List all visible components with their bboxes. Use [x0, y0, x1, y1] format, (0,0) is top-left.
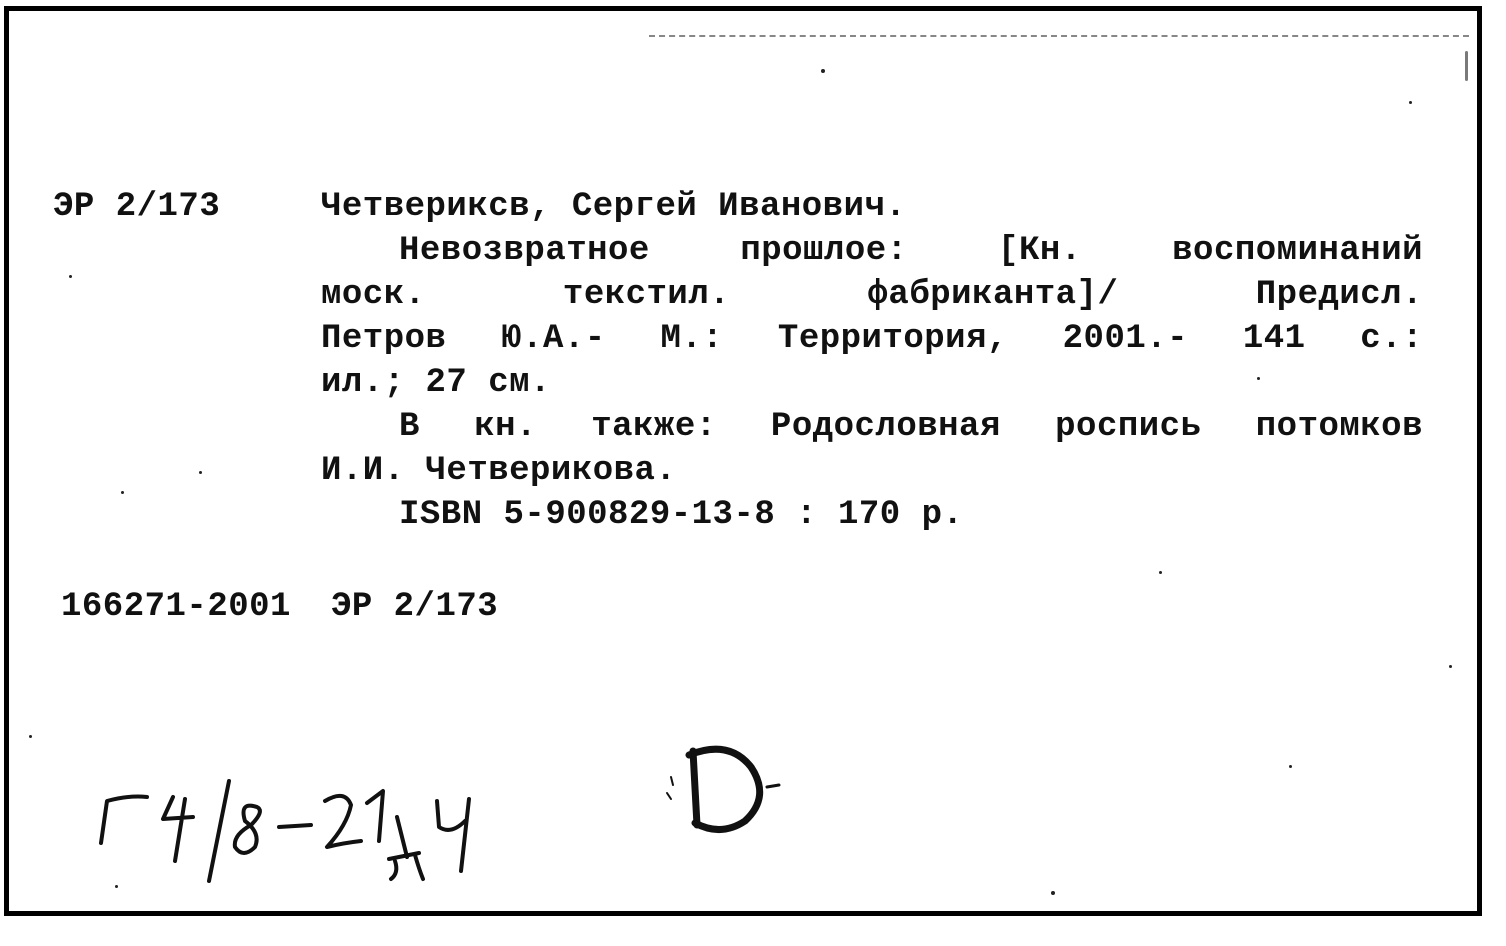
scan-speck — [1465, 51, 1468, 81]
handwritten-note — [89, 761, 549, 901]
inventory-number: 166271-2001 — [61, 588, 291, 626]
title-continuation-line: моск. текстил. фабриканта]/ Предисл. — [321, 276, 1423, 314]
scan-speck — [821, 69, 825, 73]
note-continuation-line: И.И. Четверикова. — [321, 452, 677, 490]
scan-speck — [199, 471, 202, 474]
scan-speck — [1449, 665, 1452, 668]
scan-speck — [1257, 377, 1260, 380]
scan-speck — [1159, 571, 1162, 574]
shelfmark: ЭР 2/173 — [53, 188, 221, 226]
title-line: Невозвратное прошлое: [Кн. воспоминаний — [399, 232, 1423, 270]
scan-speck — [69, 275, 72, 278]
author-line: Четвериксв, Сергей Иванович. — [321, 188, 907, 226]
note-line: В кн. также: Родословная роспись потомков — [399, 408, 1423, 446]
bibliographic-record — [321, 185, 1441, 537]
imprint-line: Петров Ю.А.- М.: Территория, 2001.- 141 с.: — [321, 320, 1423, 358]
inventory-shelfmark: ЭР 2/173 — [330, 588, 499, 626]
scan-speck — [29, 735, 32, 738]
isbn-price-line: ISBN 5-900829-13-8 : 170 р. — [399, 496, 964, 534]
scan-speck — [121, 491, 124, 494]
circled-stamp-mark — [659, 737, 799, 847]
catalog-card — [4, 6, 1482, 916]
scan-speck — [1051, 891, 1055, 895]
scan-speck — [115, 885, 118, 888]
inventory-line — [61, 585, 498, 629]
physical-description-line: ил.; 27 см. — [321, 364, 551, 402]
scan-speck — [1289, 765, 1292, 768]
scan-artifact-line — [649, 35, 1469, 37]
scan-speck — [1409, 101, 1412, 104]
